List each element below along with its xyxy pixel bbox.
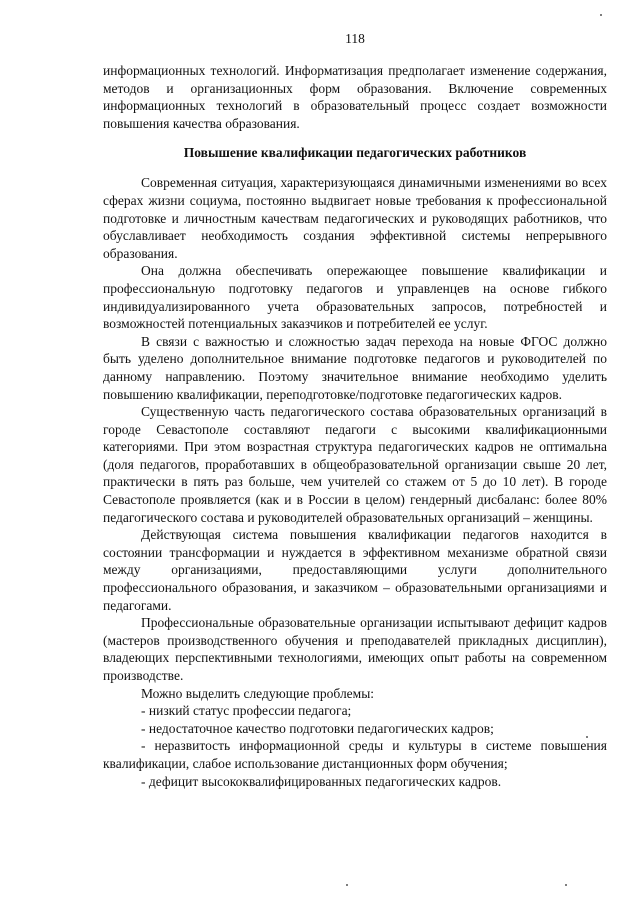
scan-speck xyxy=(346,884,348,886)
paragraph-6: Профессиональные образовательные организации испытывают дефицит кадров (мастеров производственного обучения и преподавателей прикладных дисциплин), владеющих перспективными технологиями, имеющих опыт работы на современном производстве. xyxy=(103,615,607,683)
document-page xyxy=(103,30,607,790)
page-number: 118 xyxy=(345,31,365,46)
problem-item-2: - недостаточное качество подготовки педагогических кадров; xyxy=(141,720,494,736)
paragraph-1: Современная ситуация, характеризующаяся динамичными изменениями во всех сферах жизни социума, постоянно выдвигает новые требования к профессиональной подготовке и личностным качествам педагогических и руководящих работников, что обуславливает необходимость создания эффективной системы непрерывного образования. xyxy=(103,175,607,261)
problems-intro: Можно выделить следующие проблемы: xyxy=(141,685,375,701)
scan-speck xyxy=(586,736,588,738)
paragraph-3: В связи с важностью и сложностью задач перехода на новые ФГОС должно быть уделено дополнительное внимание подготовке педагогов и руководителей по данному направлению. Поэтому значительное внимание необходимо уделить повышению квалификации, переподготовке/подготовке педагогических кадров. xyxy=(103,333,607,402)
paragraph-4: Существенную часть педагогического состава образовательных организаций в городе Севастополе составляют педагоги с высокими квалификационными категориями. При этом возрастная структура педагогических кадров не оптимальна (доля педагогов, проработавших в общеобразовательной организации свыше 20 лет, практически в пять раз больше, чем учителей со стажем от 5 до 10 лет). В городе Севастополе проявляется (как и в России в целом) гендерный дисбаланс: более 80% педагогического состава и руководителей образовательных организаций – женщины. xyxy=(103,404,607,525)
section-heading: Повышение квалификации педагогических работников xyxy=(183,145,527,161)
paragraph-5: Действующая система повышения квалификации педагогов находится в состоянии трансформации и нуждается в эффективном механизме обратной связи между организациями, предоставляющими услуги дополнительного профессионального образования, и заказчиком – образовательными организациями и педагогами. xyxy=(103,527,607,613)
paragraph-2: Она должна обеспечивать опережающее повышение квалификации и профессиональную подготовку педагогов и управленцев на основе гибкого индивидуализированного учета образовательных запросов, потребностей и возможностей потенциальных заказчиков и потребителей ее услуг. xyxy=(103,263,607,332)
scan-speck xyxy=(565,884,567,886)
intro-paragraph: информационных технологий. Информатизация предполагает изменение содержания, методов и организационных форм образования. Включение современных информационных технологий в образовательный процесс создает возможности повышения качества образования. xyxy=(103,63,607,131)
problem-item-1: - низкий статус профессии педагога; xyxy=(141,703,352,719)
problem-item-3: - неразвитость информационной среды и культуры в системе повышения квалификации, слабое использование дистанционных форм обучения; xyxy=(103,738,607,771)
scan-speck xyxy=(600,14,602,16)
problem-item-4: - дефицит высококвалифицированных педагогических кадров. xyxy=(141,773,502,789)
